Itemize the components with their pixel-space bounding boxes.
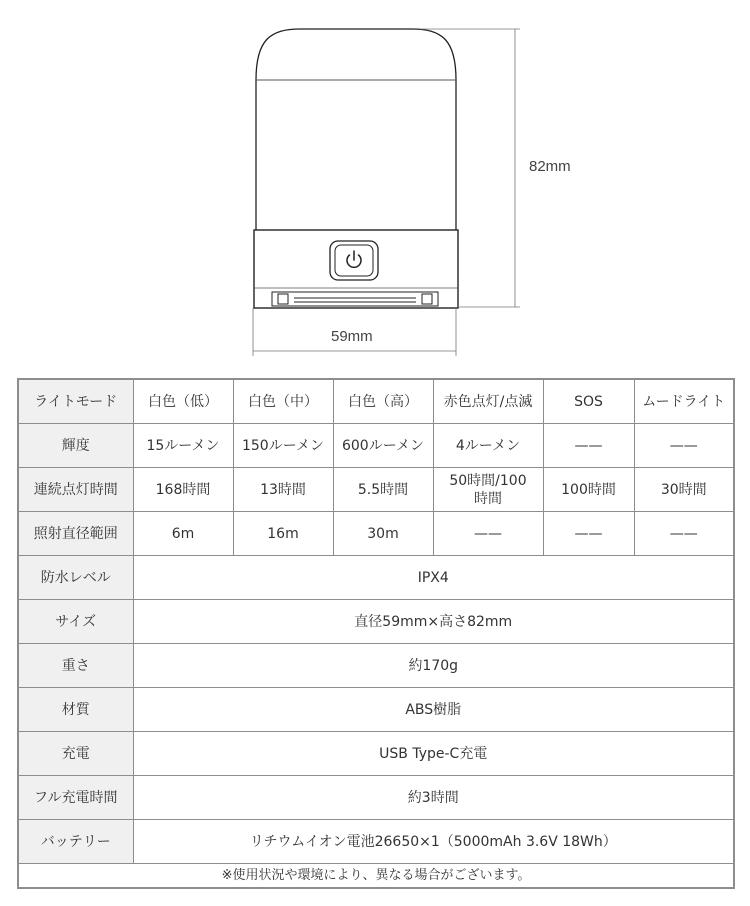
header-cell: SOS [543,379,634,424]
header-cell: 赤色点灯/点滅 [433,379,543,424]
row-label: 重さ [18,644,133,688]
table-row [18,820,734,864]
table-cell: 150ルーメン [233,424,333,468]
table-cell: 16m [233,512,333,556]
table-cell: —— [634,424,734,468]
lantern-body [256,29,456,232]
row-label: 照射直径範囲 [18,512,133,556]
table-cell: 5.5時間 [333,468,433,512]
table-cell: 100時間 [543,468,634,512]
table-cell: 直径59mm×高さ82mm [133,600,734,644]
row-label: 輝度 [18,424,133,468]
table-cell: —— [543,512,634,556]
width-label: 59mm [331,328,373,345]
table-header-row [18,379,734,424]
table-note-row [18,864,734,889]
table-row [18,512,734,556]
table-row [18,732,734,776]
lantern-illustration [0,0,750,372]
header-cell: ムードライト [634,379,734,424]
table-cell: USB Type-C充電 [133,732,734,776]
header-cell: ライトモード [18,379,133,424]
table-row [18,556,734,600]
table-cell: 50時間/100時間 [433,468,543,512]
table-row [18,776,734,820]
header-cell: 白色（高） [333,379,433,424]
table-cell: 168時間 [133,468,233,512]
table-cell: 30時間 [634,468,734,512]
table-row [18,688,734,732]
table-cell: リチウムイオン電池26650×1（5000mAh 3.6V 18Wh） [133,820,734,864]
table-cell: 15ルーメン [133,424,233,468]
header-cell: 白色（中） [233,379,333,424]
table-cell: 6m [133,512,233,556]
row-label: 充電 [18,732,133,776]
table-cell: 30m [333,512,433,556]
table-cell: 600ルーメン [333,424,433,468]
table-cell: —— [543,424,634,468]
table-row [18,644,734,688]
table-note: ※使用状況や環境により、異なる場合がございます。 [18,864,734,889]
table-row [18,424,734,468]
row-label: 防水レベル [18,556,133,600]
table-row [18,600,734,644]
table-cell: —— [634,512,734,556]
table-cell: IPX4 [133,556,734,600]
table-cell: 約170g [133,644,734,688]
table-cell: ABS樹脂 [133,688,734,732]
row-label: 連続点灯時間 [18,468,133,512]
row-label: サイズ [18,600,133,644]
header-cell: 白色（低） [133,379,233,424]
spec-table [17,378,735,889]
product-figure [0,0,750,372]
table-cell: 13時間 [233,468,333,512]
table-cell: 4ルーメン [433,424,543,468]
row-label: バッテリー [18,820,133,864]
power-button-icon [330,241,378,280]
height-label: 82mm [529,158,571,175]
table-cell: 約3時間 [133,776,734,820]
row-label: 材質 [18,688,133,732]
table-row [18,468,734,512]
table-cell: —— [433,512,543,556]
row-label: フル充電時間 [18,776,133,820]
